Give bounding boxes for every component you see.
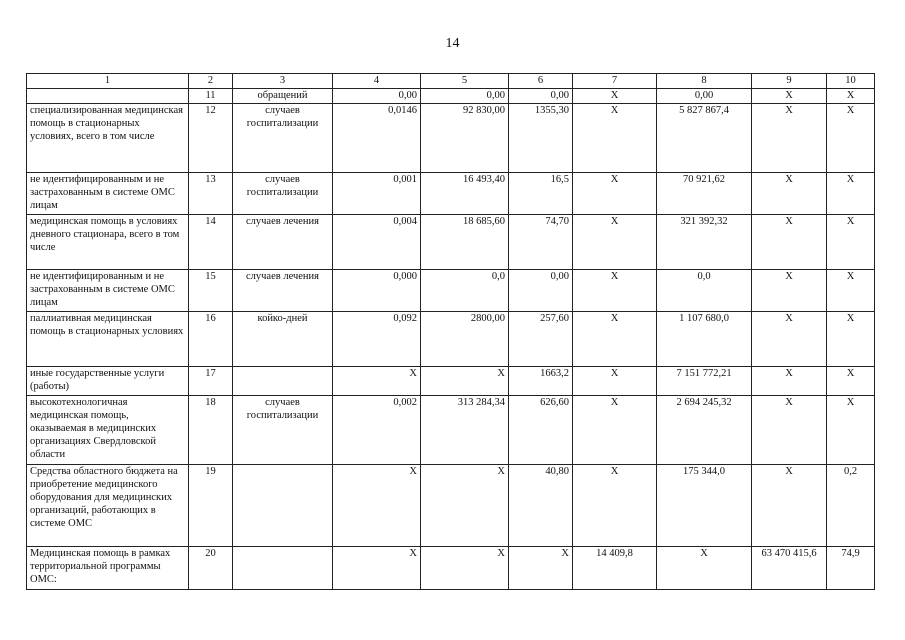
column-header: 7 bbox=[573, 74, 657, 89]
row-label: Средства областного бюджета на приобретение медицинского оборудования для медицинских организаций, работающих в системе ОМС bbox=[27, 465, 189, 547]
cell-col9: X bbox=[752, 312, 827, 367]
row-label: не идентифицированным и не застрахованным в системе ОМС лицам bbox=[27, 173, 189, 215]
row-number: 15 bbox=[189, 270, 233, 312]
cell-col9: X bbox=[752, 270, 827, 312]
cell-col4: 0,092 bbox=[333, 312, 421, 367]
cell-col6: 0,00 bbox=[509, 89, 573, 104]
row-label: медицинская помощь в условиях дневного стационара, всего в том числе bbox=[27, 215, 189, 270]
column-number-header-row bbox=[27, 74, 875, 89]
row-label bbox=[27, 89, 189, 104]
cell-col7: X bbox=[573, 89, 657, 104]
cell-col5: X bbox=[421, 547, 509, 590]
row-number: 13 bbox=[189, 173, 233, 215]
cell-col9: X bbox=[752, 173, 827, 215]
cell-col10: X bbox=[827, 173, 875, 215]
cell-col10: X bbox=[827, 215, 875, 270]
table-row bbox=[27, 547, 875, 590]
cell-col9: X bbox=[752, 465, 827, 547]
cell-col9: X bbox=[752, 215, 827, 270]
unit-of-measure: койко-дней bbox=[233, 312, 333, 367]
cell-col9: X bbox=[752, 396, 827, 465]
row-label: не идентифицированным и не застрахованным в системе ОМС лицам bbox=[27, 270, 189, 312]
row-number: 18 bbox=[189, 396, 233, 465]
cell-col5: 2800,00 bbox=[421, 312, 509, 367]
cell-col6: 257,60 bbox=[509, 312, 573, 367]
cell-col5: 92 830,00 bbox=[421, 104, 509, 173]
cell-col4: 0,00 bbox=[333, 89, 421, 104]
unit-of-measure: случаев госпитализации bbox=[233, 173, 333, 215]
cell-col6: 16,5 bbox=[509, 173, 573, 215]
column-header: 10 bbox=[827, 74, 875, 89]
cell-col10: 74,9 bbox=[827, 547, 875, 590]
cell-col7: X bbox=[573, 312, 657, 367]
cell-col9: 63 470 415,6 bbox=[752, 547, 827, 590]
cell-col5: X bbox=[421, 367, 509, 396]
table-row bbox=[27, 215, 875, 270]
cell-col10: X bbox=[827, 312, 875, 367]
cell-col7: X bbox=[573, 215, 657, 270]
column-header: 2 bbox=[189, 74, 233, 89]
cell-col6: 40,80 bbox=[509, 465, 573, 547]
table-row bbox=[27, 104, 875, 173]
unit-of-measure bbox=[233, 547, 333, 590]
cell-col4: X bbox=[333, 367, 421, 396]
cell-col4: 0,004 bbox=[333, 215, 421, 270]
table-row bbox=[27, 270, 875, 312]
cell-col8: 70 921,62 bbox=[657, 173, 752, 215]
cell-col8: 5 827 867,4 bbox=[657, 104, 752, 173]
cell-col7: X bbox=[573, 104, 657, 173]
row-number: 20 bbox=[189, 547, 233, 590]
cell-col10: X bbox=[827, 270, 875, 312]
column-header: 9 bbox=[752, 74, 827, 89]
row-number: 12 bbox=[189, 104, 233, 173]
cell-col5: 18 685,60 bbox=[421, 215, 509, 270]
cell-col7: X bbox=[573, 396, 657, 465]
cell-col8: X bbox=[657, 547, 752, 590]
table-row bbox=[27, 367, 875, 396]
cell-col10: X bbox=[827, 396, 875, 465]
cell-col6: 1663,2 bbox=[509, 367, 573, 396]
cell-col6: 0,00 bbox=[509, 270, 573, 312]
row-label: паллиативная медицинская помощь в стационарных условиях bbox=[27, 312, 189, 367]
cell-col5: 0,00 bbox=[421, 89, 509, 104]
column-header: 5 bbox=[421, 74, 509, 89]
column-header: 8 bbox=[657, 74, 752, 89]
row-number: 19 bbox=[189, 465, 233, 547]
cell-col8: 321 392,32 bbox=[657, 215, 752, 270]
cell-col4: X bbox=[333, 465, 421, 547]
unit-of-measure bbox=[233, 367, 333, 396]
row-label: высокотехнологичная медицинская помощь, оказываемая в медицинских организациях Свердловской области bbox=[27, 396, 189, 465]
cell-col10: X bbox=[827, 367, 875, 396]
cell-col9: X bbox=[752, 367, 827, 396]
table-row bbox=[27, 312, 875, 367]
table-row bbox=[27, 173, 875, 215]
cell-col7: 14 409,8 bbox=[573, 547, 657, 590]
cell-col8: 0,00 bbox=[657, 89, 752, 104]
cell-col8: 1 107 680,0 bbox=[657, 312, 752, 367]
cell-col6: 74,70 bbox=[509, 215, 573, 270]
cell-col4: 0,002 bbox=[333, 396, 421, 465]
cell-col5: 16 493,40 bbox=[421, 173, 509, 215]
row-label: специализированная медицинская помощь в стационарных условиях, всего в том числе bbox=[27, 104, 189, 173]
cell-col8: 175 344,0 bbox=[657, 465, 752, 547]
row-number: 17 bbox=[189, 367, 233, 396]
cell-col4: 0,000 bbox=[333, 270, 421, 312]
cell-col4: 0,001 bbox=[333, 173, 421, 215]
row-number: 14 bbox=[189, 215, 233, 270]
column-header: 4 bbox=[333, 74, 421, 89]
cell-col7: X bbox=[573, 173, 657, 215]
unit-of-measure: обращений bbox=[233, 89, 333, 104]
cell-col6: X bbox=[509, 547, 573, 590]
column-header: 1 bbox=[27, 74, 189, 89]
cell-col4: X bbox=[333, 547, 421, 590]
report-table bbox=[26, 73, 875, 590]
cell-col4: 0,0146 bbox=[333, 104, 421, 173]
cell-col9: X bbox=[752, 104, 827, 173]
column-header: 6 bbox=[509, 74, 573, 89]
unit-of-measure: случаев лечения bbox=[233, 215, 333, 270]
cell-col5: 0,0 bbox=[421, 270, 509, 312]
cell-col8: 2 694 245,32 bbox=[657, 396, 752, 465]
cell-col8: 0,0 bbox=[657, 270, 752, 312]
unit-of-measure bbox=[233, 465, 333, 547]
page-number: 14 bbox=[445, 36, 460, 51]
table-row bbox=[27, 89, 875, 104]
cell-col5: 313 284,34 bbox=[421, 396, 509, 465]
cell-col9: X bbox=[752, 89, 827, 104]
cell-col6: 626,60 bbox=[509, 396, 573, 465]
cell-col5: X bbox=[421, 465, 509, 547]
cell-col8: 7 151 772,21 bbox=[657, 367, 752, 396]
cell-col7: X bbox=[573, 270, 657, 312]
table-row bbox=[27, 396, 875, 465]
cell-col7: X bbox=[573, 465, 657, 547]
unit-of-measure: случаев госпитализации bbox=[233, 104, 333, 173]
cell-col10: X bbox=[827, 89, 875, 104]
cell-col10: 0,2 bbox=[827, 465, 875, 547]
column-header: 3 bbox=[233, 74, 333, 89]
row-number: 11 bbox=[189, 89, 233, 104]
row-number: 16 bbox=[189, 312, 233, 367]
cell-col10: X bbox=[827, 104, 875, 173]
unit-of-measure: случаев лечения bbox=[233, 270, 333, 312]
cell-col7: X bbox=[573, 367, 657, 396]
row-label: Медицинская помощь в рамках территориальной программы ОМС: bbox=[27, 547, 189, 590]
table-row bbox=[27, 465, 875, 547]
row-label: иные государственные услуги (работы) bbox=[27, 367, 189, 396]
unit-of-measure: случаев госпитализации bbox=[233, 396, 333, 465]
cell-col6: 1355,30 bbox=[509, 104, 573, 173]
